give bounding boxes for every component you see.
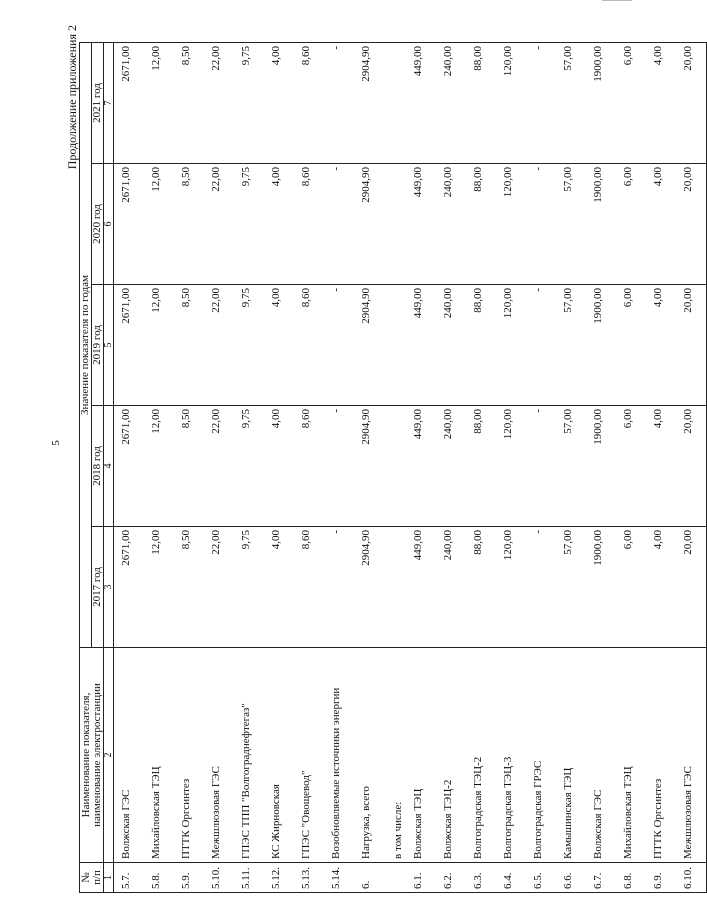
header-name-line2: наименование электростанции — [90, 683, 103, 827]
row-value: 120,00 — [496, 285, 526, 406]
row-value: 8,60 — [294, 527, 324, 648]
row-value: - — [526, 164, 556, 285]
row-value: 12,00 — [144, 285, 174, 406]
row-name: Волгоградская ТЭЦ-2 — [466, 648, 496, 863]
row-number: 5.13. — [294, 863, 324, 893]
row-value — [384, 527, 406, 648]
row-value: 2671,00 — [114, 164, 145, 285]
row-value: - — [324, 285, 354, 406]
table-row — [144, 42, 174, 892]
table-row — [234, 42, 264, 892]
row-value: 120,00 — [496, 406, 526, 527]
row-value: 1900,00 — [586, 285, 616, 406]
row-name: ГПЭС "Овощевод" — [294, 648, 324, 863]
row-value: 8,60 — [294, 406, 324, 527]
header-year: 2020 год — [92, 164, 104, 285]
row-value: 88,00 — [466, 285, 496, 406]
row-number: 5.8. — [144, 863, 174, 893]
row-value: 2904,90 — [354, 406, 384, 527]
row-value: 240,00 — [436, 164, 466, 285]
continuation-caption: Продолжение приложения 2 — [65, 25, 79, 170]
row-name: в том числе: — [384, 648, 406, 863]
row-value: 120,00 — [496, 164, 526, 285]
row-value: - — [526, 285, 556, 406]
row-number: 6.7. — [586, 863, 616, 893]
table-row — [174, 42, 204, 892]
row-value: 449,00 — [406, 164, 436, 285]
row-value: 12,00 — [144, 42, 174, 163]
indicators-table — [79, 42, 707, 893]
row-value: 8,50 — [174, 42, 204, 163]
row-name: ПТТК Оргсинтез — [646, 648, 676, 863]
row-value: - — [324, 527, 354, 648]
header-index: 3 — [104, 527, 114, 648]
row-value: 6,00 — [616, 42, 646, 163]
row-value: 88,00 — [466, 527, 496, 648]
row-value: 8,60 — [294, 164, 324, 285]
row-value: 449,00 — [406, 285, 436, 406]
row-value: 20,00 — [676, 406, 707, 527]
row-name: Волжская ГЭС — [586, 648, 616, 863]
header-index: 5 — [104, 285, 114, 406]
table-row — [436, 42, 466, 892]
header-year: 2017 год — [92, 527, 104, 648]
table-row — [406, 42, 436, 892]
row-number: 6.3. — [466, 863, 496, 893]
header-index: 2 — [104, 648, 114, 863]
header-group: Значение показателя по годам — [80, 42, 92, 647]
table-row — [324, 42, 354, 892]
row-value: - — [324, 406, 354, 527]
row-value: 4,00 — [264, 164, 294, 285]
header-name — [80, 648, 104, 863]
row-value: 2671,00 — [114, 527, 145, 648]
header-index: 7 — [104, 42, 114, 163]
row-number: 5.7. — [114, 863, 145, 893]
row-value: 2904,90 — [354, 285, 384, 406]
row-value: 22,00 — [204, 164, 234, 285]
row-value: 9,75 — [234, 527, 264, 648]
row-value: 449,00 — [406, 42, 436, 163]
row-value: 9,75 — [234, 285, 264, 406]
row-name: Волгоградская ТЭЦ-3 — [496, 648, 526, 863]
table-row — [526, 42, 556, 892]
header-name-line1: Наименование показателя, — [79, 692, 92, 818]
row-name: Межшлюзовая ГЭС — [676, 648, 707, 863]
row-value: 4,00 — [264, 42, 294, 163]
row-number: 6.6. — [556, 863, 586, 893]
row-number: 5.12. — [264, 863, 294, 893]
row-name: Волжская ТЭЦ-2 — [436, 648, 466, 863]
row-value: - — [526, 527, 556, 648]
row-value: 22,00 — [204, 527, 234, 648]
row-value: 20,00 — [676, 164, 707, 285]
row-value: 449,00 — [406, 406, 436, 527]
row-value: 57,00 — [556, 527, 586, 648]
row-value: 4,00 — [646, 42, 676, 163]
row-value: - — [324, 164, 354, 285]
row-number: 6.8. — [616, 863, 646, 893]
row-value: 8,50 — [174, 164, 204, 285]
row-value: 6,00 — [616, 406, 646, 527]
page-number: 5 — [50, 440, 62, 446]
row-number: 5.10. — [204, 863, 234, 893]
row-name: ПТТК Оргсинтез — [174, 648, 204, 863]
row-number: 5.9. — [174, 863, 204, 893]
row-value: 2904,90 — [354, 164, 384, 285]
row-value: 57,00 — [556, 164, 586, 285]
row-name: Волгоградская ГРЭС — [526, 648, 556, 863]
row-number: 6.4. — [496, 863, 526, 893]
row-value: 22,00 — [204, 285, 234, 406]
table-row — [466, 42, 496, 892]
row-value: 8,50 — [174, 285, 204, 406]
row-value: 2671,00 — [114, 285, 145, 406]
row-name: Волжская ТЭЦ — [406, 648, 436, 863]
header-num-line1: № — [79, 872, 92, 883]
row-name: Волжская ГЭС — [114, 648, 145, 863]
row-value: 4,00 — [646, 406, 676, 527]
row-value: - — [526, 406, 556, 527]
row-value: 240,00 — [436, 42, 466, 163]
row-value — [384, 42, 406, 163]
row-value: 2671,00 — [114, 42, 145, 163]
row-number: 5.11. — [234, 863, 264, 893]
row-value: 120,00 — [496, 527, 526, 648]
table-row — [354, 42, 384, 892]
row-name: Возобновляемые источники энергии — [324, 648, 354, 863]
row-value: 4,00 — [264, 527, 294, 648]
header-index: 6 — [104, 164, 114, 285]
header-year: 2019 год — [92, 285, 104, 406]
rotated-page-content — [65, 3, 694, 893]
row-value: 8,60 — [294, 285, 324, 406]
row-value: 240,00 — [436, 406, 466, 527]
row-value: 4,00 — [264, 406, 294, 527]
table-row — [646, 42, 676, 892]
row-name: Нагрузка, всего — [354, 648, 384, 863]
row-value: 20,00 — [676, 285, 707, 406]
row-value: 2904,90 — [354, 42, 384, 163]
row-value: 1900,00 — [586, 164, 616, 285]
row-value: 240,00 — [436, 285, 466, 406]
table-row — [676, 42, 707, 892]
row-number: 6.2. — [436, 863, 466, 893]
row-number: 6. — [354, 863, 384, 893]
row-value: 88,00 — [466, 406, 496, 527]
row-value: 6,00 — [616, 527, 646, 648]
row-value — [384, 285, 406, 406]
row-value: 8,50 — [174, 406, 204, 527]
row-value: 22,00 — [204, 406, 234, 527]
table-row — [264, 42, 294, 892]
row-value: 8,60 — [294, 42, 324, 163]
row-value: 12,00 — [144, 527, 174, 648]
table-row — [616, 42, 646, 892]
row-number: 6.10. — [676, 863, 707, 893]
header-year: 2018 год — [92, 406, 104, 527]
row-number: 5.14. — [324, 863, 354, 893]
row-value: 6,00 — [616, 164, 646, 285]
table-row — [114, 42, 145, 892]
row-value: 57,00 — [556, 406, 586, 527]
header-num — [80, 863, 104, 893]
row-value: - — [526, 42, 556, 163]
top-edge-mark — [602, 0, 632, 1]
table-row — [384, 42, 406, 892]
header-num-line2: п/п — [90, 870, 103, 885]
table-body — [114, 42, 707, 892]
table-row — [496, 42, 526, 892]
row-value: 9,75 — [234, 164, 264, 285]
row-value: 1900,00 — [586, 406, 616, 527]
row-name: Межшлюзовая ГЭС — [204, 648, 234, 863]
row-value: 20,00 — [676, 527, 707, 648]
row-value: 6,00 — [616, 285, 646, 406]
row-number: 6.1. — [406, 863, 436, 893]
row-value: 2904,90 — [354, 527, 384, 648]
row-value: 4,00 — [264, 285, 294, 406]
row-name: Камышинская ТЭЦ — [556, 648, 586, 863]
table-row — [586, 42, 616, 892]
row-name: ГПЭС ТПП "Волгограднефтегаз" — [234, 648, 264, 863]
row-name: Михайловская ТЭЦ — [144, 648, 174, 863]
row-value: 8,50 — [174, 527, 204, 648]
row-value — [384, 164, 406, 285]
row-value: 88,00 — [466, 42, 496, 163]
row-value: 57,00 — [556, 42, 586, 163]
row-value: 1900,00 — [586, 42, 616, 163]
row-number: 6.5. — [526, 863, 556, 893]
row-value — [384, 406, 406, 527]
row-value: 9,75 — [234, 42, 264, 163]
row-value: 4,00 — [646, 164, 676, 285]
row-value: 20,00 — [676, 42, 707, 163]
table-row — [204, 42, 234, 892]
row-value: 12,00 — [144, 406, 174, 527]
header-index: 1 — [104, 863, 114, 893]
header-index: 4 — [104, 406, 114, 527]
row-value: 88,00 — [466, 164, 496, 285]
header-year: 2021 год — [92, 42, 104, 163]
row-value: 4,00 — [646, 527, 676, 648]
row-value: 57,00 — [556, 285, 586, 406]
row-value: 2671,00 — [114, 406, 145, 527]
table-row — [294, 42, 324, 892]
row-value: 240,00 — [436, 527, 466, 648]
row-number — [384, 863, 406, 893]
row-value: 120,00 — [496, 42, 526, 163]
table-row — [556, 42, 586, 892]
row-value: 22,00 — [204, 42, 234, 163]
row-value: 12,00 — [144, 164, 174, 285]
row-name: КС Жирновская — [264, 648, 294, 863]
row-value: - — [324, 42, 354, 163]
row-value: 1900,00 — [586, 527, 616, 648]
row-value: 9,75 — [234, 406, 264, 527]
row-value: 449,00 — [406, 527, 436, 648]
row-name: Михайловская ТЭЦ — [616, 648, 646, 863]
row-number: 6.9. — [646, 863, 676, 893]
row-value: 4,00 — [646, 285, 676, 406]
